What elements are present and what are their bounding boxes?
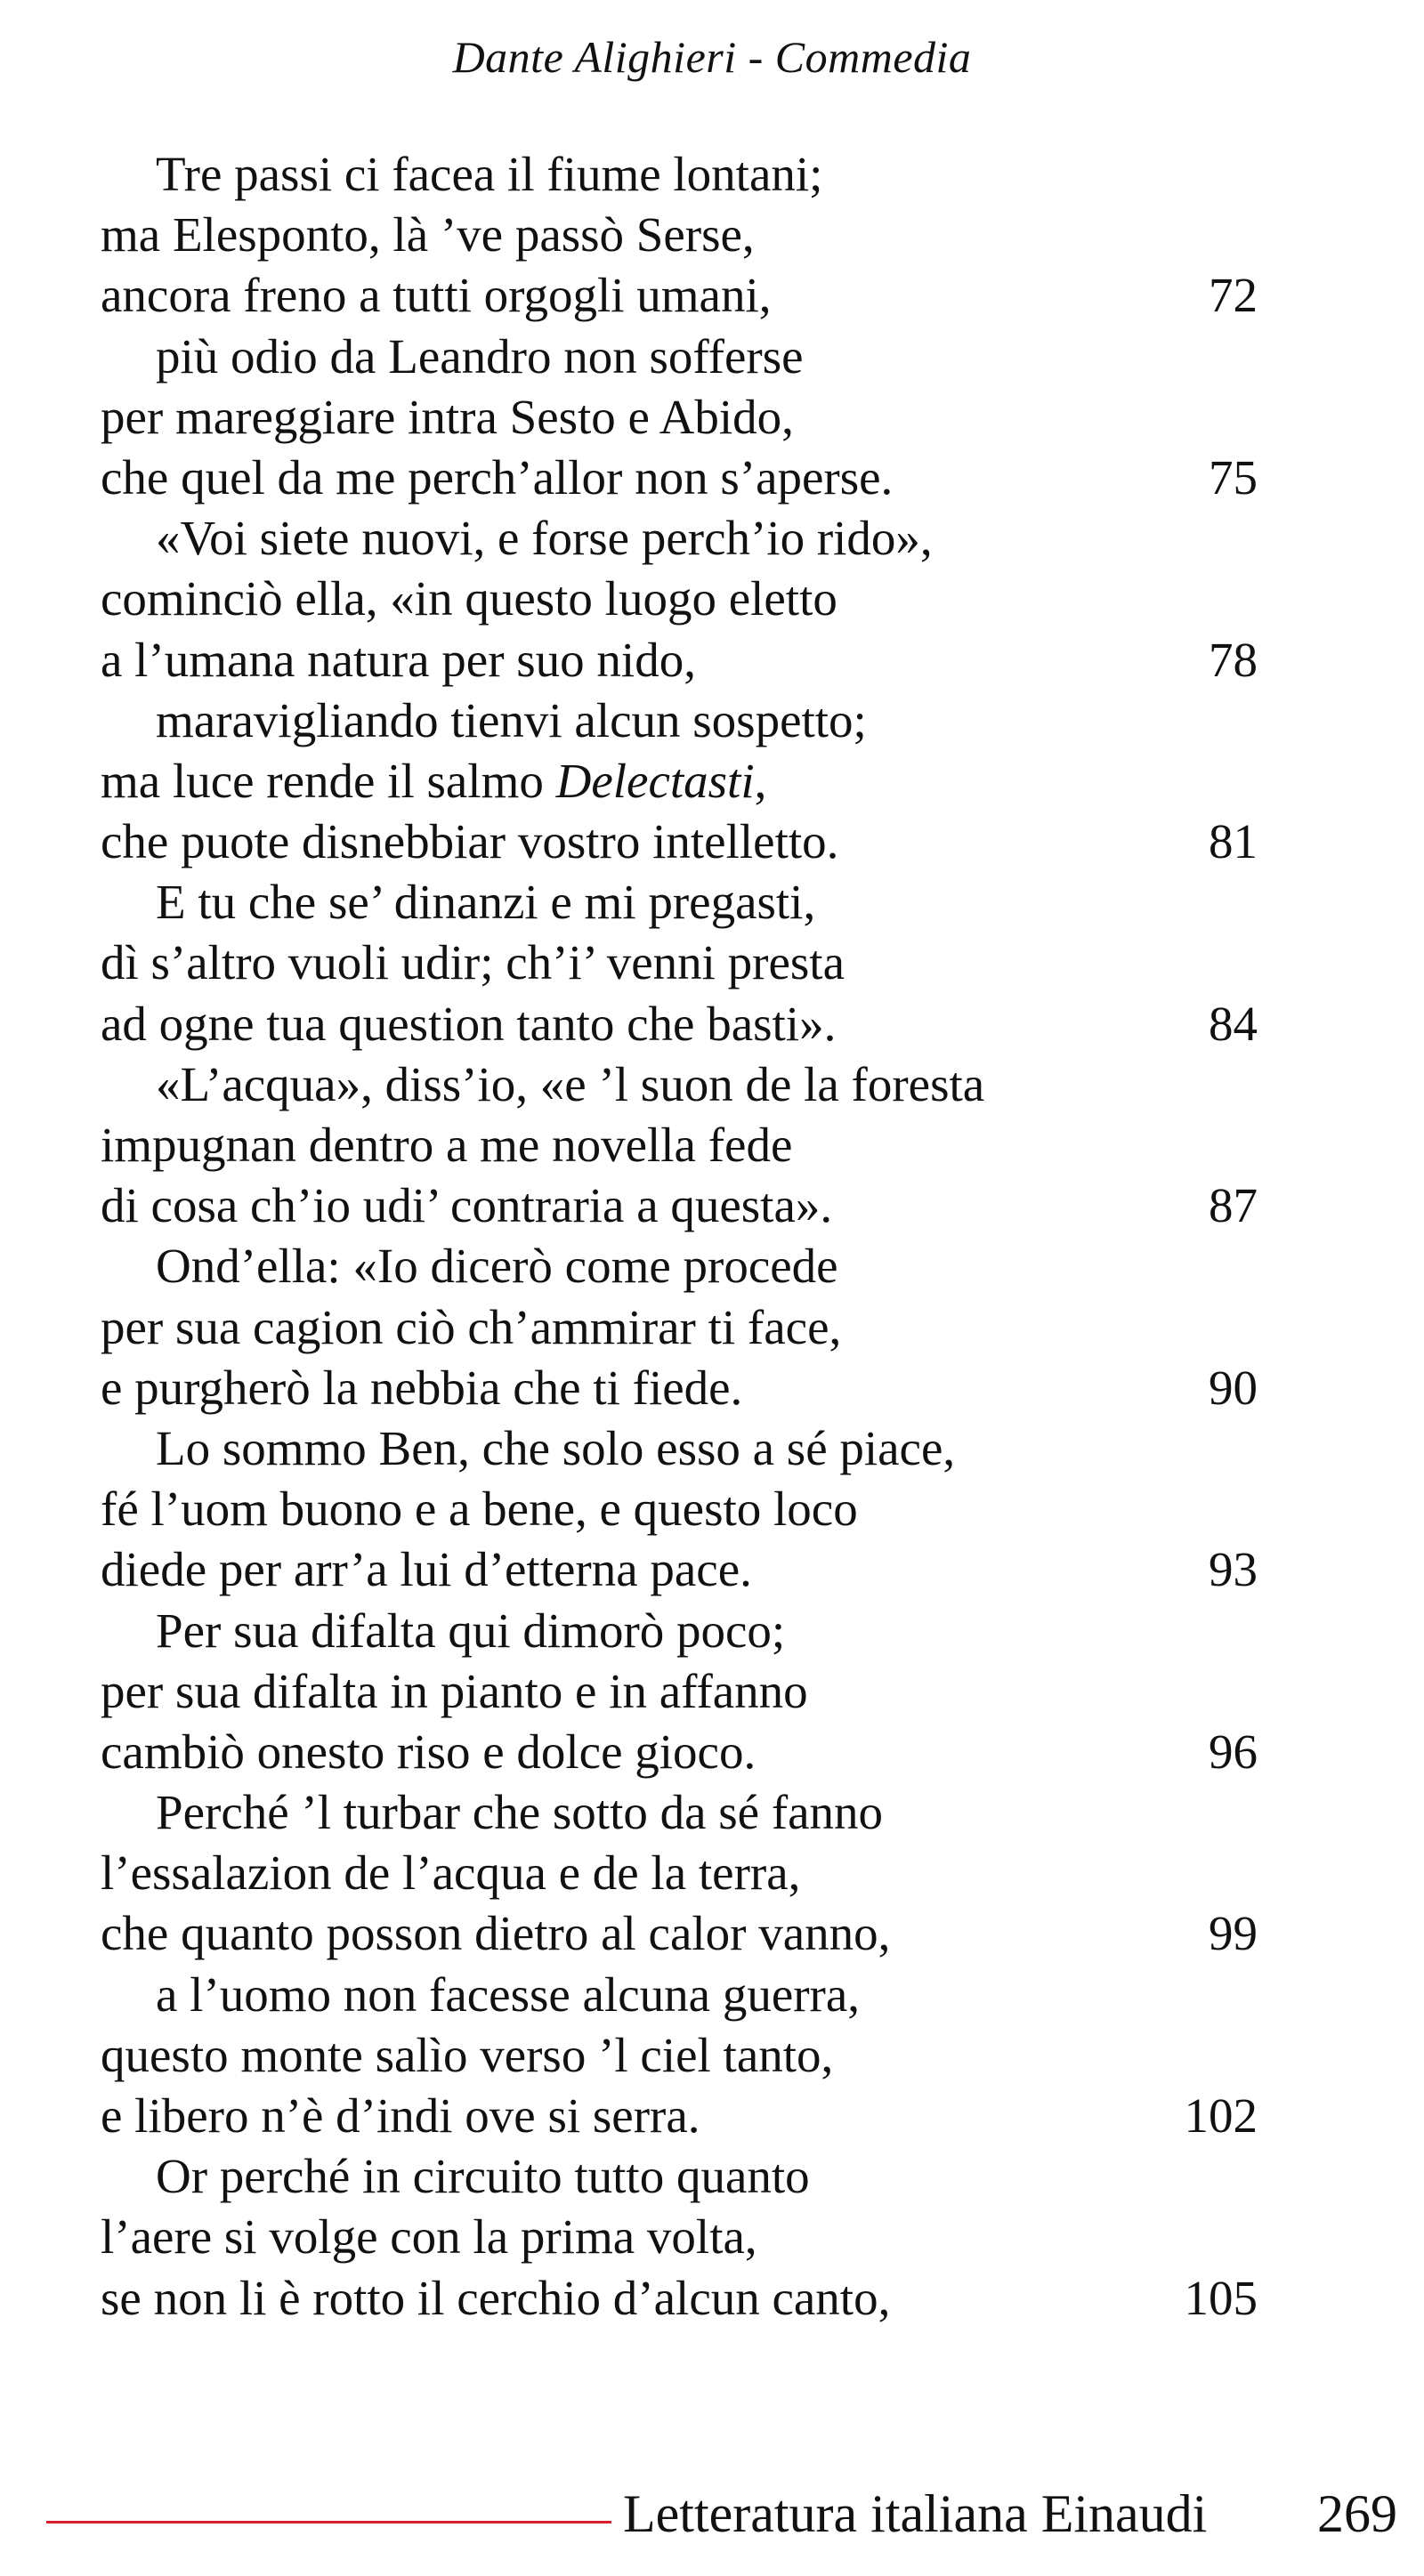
verse-text: fé l’uom buono e a bene, e questo loco xyxy=(101,1482,858,1537)
verse-line xyxy=(101,327,1258,387)
verse-text: Tre passi ci facea il fiume lontani; xyxy=(156,147,823,201)
verse-line xyxy=(101,2268,1258,2329)
verse-text: a l’umana natura per suo nido, xyxy=(101,632,696,687)
line-number: 102 xyxy=(1184,2088,1258,2143)
verse-text: «Voi siete nuovi, e forse perch’io rido», xyxy=(156,511,933,566)
verse-line xyxy=(101,387,1258,448)
verse-italic-title: Delectasti xyxy=(555,753,755,808)
verse-line xyxy=(101,2086,1258,2146)
line-number: 78 xyxy=(1209,632,1258,687)
verse-text: Per sua difalta qui dimorò poco; xyxy=(156,1603,786,1658)
verse-line xyxy=(101,1661,1258,1722)
verse-text: ad ogne tua question tanto che basti». xyxy=(101,996,837,1051)
verse-text: Ond’ella: «Io dicerò come procede xyxy=(156,1239,838,1294)
verse-text: ma luce rende il salmo Delectasti, xyxy=(101,753,767,808)
line-number: 72 xyxy=(1209,268,1258,323)
verse-text: per sua cagion ciò ch’ammirar ti face, xyxy=(101,1299,842,1354)
verse-text: questo monte salìo verso ’l ciel tanto, xyxy=(101,2027,834,2082)
verse-text: che quel da me perch’allor non s’aperse. xyxy=(101,449,894,505)
verse-line xyxy=(101,1358,1258,1418)
verse-line xyxy=(101,448,1258,508)
verse-line xyxy=(101,812,1258,872)
verse-line xyxy=(101,1054,1258,1115)
verse-list xyxy=(101,144,1258,2329)
verse-text: e libero n’è d’indi ove si serra. xyxy=(101,2088,700,2143)
verse-text: maravigliando tienvi alcun sospetto; xyxy=(156,692,867,747)
verse-text: cambiò onesto riso e dolce gioco. xyxy=(101,1724,756,1779)
verse-text: a l’uomo non facesse alcuna guerra, xyxy=(156,1966,861,2022)
line-number: 93 xyxy=(1209,1542,1258,1597)
verse-line xyxy=(101,1418,1258,1479)
line-number: 84 xyxy=(1209,996,1258,1051)
verse-text: l’aere si volge con la prima volta, xyxy=(101,2209,757,2265)
verse-text: più odio da Leandro non sofferse xyxy=(156,328,804,384)
verse-text: diede per arr’a lui d’etterna pace. xyxy=(101,1542,752,1597)
verse-line xyxy=(101,2146,1258,2207)
verse-line xyxy=(101,2025,1258,2086)
page-number: 269 xyxy=(1317,2484,1397,2543)
verse-text: dì s’altro vuoli udir; ch’i’ venni presta xyxy=(101,935,845,990)
footer-publisher: Letteratura italiana Einaudi xyxy=(623,2484,1208,2543)
verse-text: Or perché in circuito tutto quanto xyxy=(156,2149,810,2204)
verse-line xyxy=(101,265,1258,326)
verse-text: cominciò ella, «in questo luogo eletto xyxy=(101,571,837,626)
verse-line xyxy=(101,2207,1258,2267)
verse-text: di cosa ch’io udi’ contraria a questa». xyxy=(101,1178,833,1233)
verse-line xyxy=(101,1479,1258,1539)
line-number: 87 xyxy=(1209,1178,1258,1233)
verse-line xyxy=(101,569,1258,629)
verse-text: per sua difalta in pianto e in affanno xyxy=(101,1663,808,1718)
verse-text: e purgherò la nebbia che ti fiede. xyxy=(101,1360,743,1415)
verse-text: Lo sommo Ben, che solo esso a sé piace, xyxy=(156,1420,956,1475)
verse-line xyxy=(101,933,1258,993)
line-number: 99 xyxy=(1209,1906,1258,1961)
line-number: 75 xyxy=(1209,449,1258,505)
verse-line xyxy=(101,1297,1258,1358)
verse-text: l’essalazion de l’acqua e de la terra, xyxy=(101,1845,801,1901)
verse-line xyxy=(101,144,1258,205)
footer-rule xyxy=(46,2521,611,2524)
verse-line xyxy=(101,1175,1258,1236)
verse-text: ma Elesponto, là ’ve passò Serse, xyxy=(101,207,755,262)
verse-text: ancora freno a tutti orgogli umani, xyxy=(101,268,772,323)
verse-text: che quanto posson dietro al calor vanno, xyxy=(101,1906,891,1961)
page-footer xyxy=(0,2483,1424,2545)
verse-text: impugnan dentro a me novella fede xyxy=(101,1118,793,1172)
verse-line xyxy=(101,1539,1258,1600)
verse-line xyxy=(101,1903,1258,1964)
line-number: 81 xyxy=(1209,814,1258,869)
verse-line xyxy=(101,1601,1258,1661)
verse-line xyxy=(101,751,1258,812)
verse-text: che puote disnebbiar vostro intelletto. xyxy=(101,814,839,869)
running-head: Dante Alighieri - Commedia xyxy=(452,32,972,82)
verse-line xyxy=(101,1965,1258,2025)
verse-line xyxy=(101,690,1258,751)
verse-line xyxy=(101,872,1258,933)
verse-text: per mareggiare intra Sesto e Abido, xyxy=(101,389,794,444)
verse-text: se non li è rotto il cerchio d’alcun canto, xyxy=(101,2270,891,2325)
verse-line xyxy=(101,205,1258,265)
line-number: 96 xyxy=(1209,1724,1258,1779)
verse-text: Perché ’l turbar che sotto da sé fanno xyxy=(156,1785,884,1840)
verse-text: E tu che se’ dinanzi e mi pregasti, xyxy=(156,875,816,930)
verse-line xyxy=(101,1236,1258,1296)
verse-line xyxy=(101,1843,1258,1903)
verse-line xyxy=(101,1782,1258,1843)
verse-line xyxy=(101,1722,1258,1782)
line-number: 90 xyxy=(1209,1360,1258,1415)
verse-line xyxy=(101,630,1258,690)
verse-text: «L’acqua», diss’io, «e ’l suon de la foresta xyxy=(156,1056,985,1111)
line-number: 105 xyxy=(1184,2270,1258,2325)
verse-line xyxy=(101,994,1258,1054)
verse-line xyxy=(101,1115,1258,1175)
verse-line xyxy=(101,508,1258,569)
